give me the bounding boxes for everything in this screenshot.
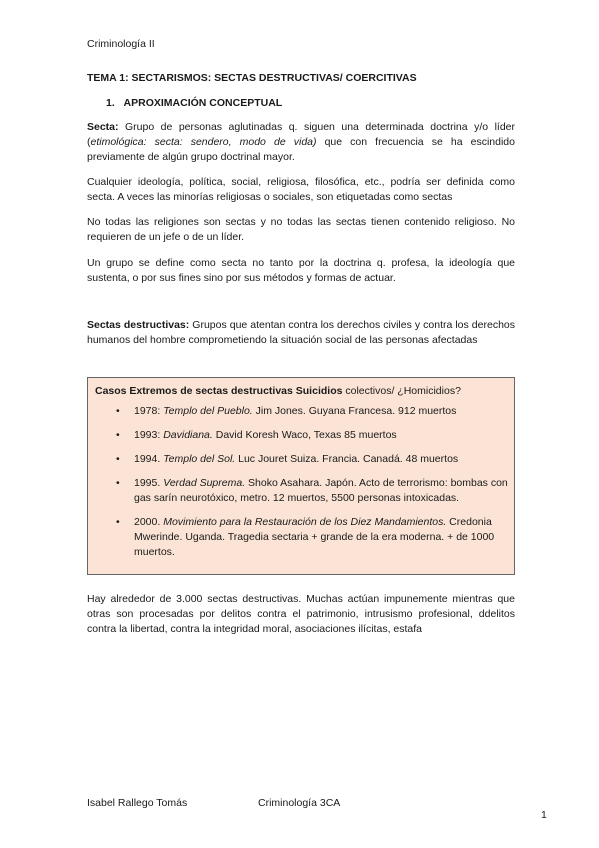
destructive-sects-term: Sectas destructivas: [87,319,190,331]
section-number: 1. [106,97,115,109]
case-sect-name: Templo del Pueblo. [163,405,253,417]
secta-definition-paragraph [87,120,515,165]
secta-etymology: etimológica: secta: sendero, modo de vida) [90,136,317,148]
case-sect-name: Templo del Sol. [163,453,236,465]
case-details: David Koresh Waco, Texas 85 muertos [212,429,397,441]
footer-author: Isabel Rallego Tomás [87,797,188,809]
paragraph-statistics: Hay alrededor de 3.000 sectas destructivas. Muchas actúan impunemente mientras que otras son procesadas por delitos contra el patrimonio, intrusismo profesional, ddelitos contra la libertad, contra la integridad moral, asociaciones ilícitas, estafa [87,593,515,635]
case-details: Jim Jones. Guyana Francesa. 912 muertos [252,405,457,417]
case-list-item [88,515,516,560]
case-sect-name: Verdad Suprema. [163,477,246,489]
secta-definition-text: Grupo de personas aglutinadas q. siguen una determinada doctrina y/o líder ( [87,121,515,148]
bullet-icon: • [116,453,120,465]
bullet-icon: • [116,477,120,489]
case-year: 1994. [134,453,164,465]
extreme-cases-list [88,404,516,569]
case-year: 1995. [134,477,164,489]
paragraph-definition-group: Un grupo se define como secta no tanto por la doctrina q. profesa, la ideología que sustenta, o por sus fines sino por sus métodos y formas de actuar. [87,257,515,284]
case-year: 1993: [134,429,164,441]
destructive-sects-paragraph [87,318,515,348]
section-heading [106,97,282,109]
destructive-sects-definition: Grupos que atentan contra los derechos civiles y contra los derechos humanos del hombre comprometiendo la situación social de las personas afectadas [87,319,515,346]
footer-course: Criminología 3CA [258,797,341,809]
case-sect-name: Movimiento para la Restauración de los Diez Mandamientos. [163,516,447,528]
secta-term: Secta: [87,121,119,133]
case-list-item [88,476,516,506]
case-details: Luc Jouret Suiza. Francia. Canadá. 48 muertos [235,453,459,465]
page-header: Criminología II [87,38,155,50]
extreme-cases-box [87,377,515,575]
case-list-item [88,428,516,443]
case-details: Shoko Asahara. Japón. Acto de terrorismo: bombas con gas sarín neurotóxico, metro. 12 muertos, 5500 personas intoxicadas. [134,477,508,504]
section-title-text: APROXIMACIÓN CONCEPTUAL [123,97,283,109]
bullet-icon: • [116,429,120,441]
case-year: 2000. [134,516,164,528]
bullet-icon: • [116,516,120,528]
page-number: 1 [541,809,547,821]
extreme-cases-title [95,385,461,397]
case-list-item [88,404,516,419]
case-sect-name: Davidiana. [163,429,213,441]
case-list-item [88,452,516,467]
document-title: TEMA 1: SECTARISMOS: SECTAS DESTRUCTIVAS/ COERCITIVAS [87,72,417,84]
case-details: Credonia Mwerinde. Uganda. Tragedia sectaria + grande de la era moderna. + de 1000 muertos. [134,516,495,558]
extreme-cases-title-bold: Casos Extremos de sectas destructivas Suicidios [95,385,343,397]
paragraph-ideology: Cualquier ideología, política, social, religiosa, filosófica, etc., podría ser definida como secta. A veces las minorías religiosas o sociales, son etiquetadas como sectas [87,176,515,203]
paragraph-religions: No todas las religiones son sectas y no todas las sectas tienen contenido religioso. No requieren de un jefe o de un líder. [87,216,515,243]
secta-definition-text-2: que con frecuencia se ha escindido previamente de algún grupo doctrinal mayor. [87,136,515,163]
case-year: 1978: [134,405,164,417]
extreme-cases-title-rest: colectivos/ ¿Homicidios? [342,385,461,397]
bullet-icon: • [116,405,120,417]
